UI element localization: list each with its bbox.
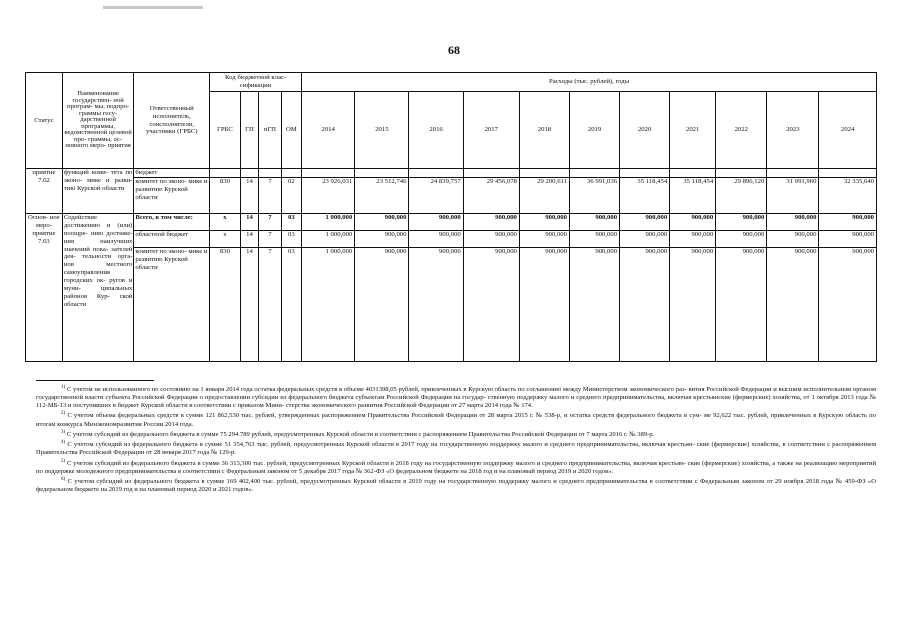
status-cell: приятие 7.02 [26, 169, 63, 214]
value-cell: 900,000 [463, 247, 519, 361]
value-cell: 900,000 [569, 230, 619, 247]
code-cell: 03 [281, 230, 301, 247]
status-cell: Основ- ное меро- приятие 7.03 [26, 213, 63, 361]
header-year-9: 2023 [767, 92, 819, 169]
value-cell: 31 091,960 [767, 177, 819, 213]
value-cell: 900,000 [519, 247, 569, 361]
value-cell: 900,000 [670, 213, 716, 230]
value-cell: 900,000 [569, 247, 619, 361]
header-year-1: 2015 [355, 92, 409, 169]
value-cell: 900,000 [519, 230, 569, 247]
footnote-mark: 3) [61, 429, 66, 435]
responsible-cell: комитет по эконо- мике и развитию Курской области [134, 247, 210, 361]
footnote-text: С учетом субсидий из федерального бюджета в сумме 169 402,400 тыс. рублей, предусмотренных Курской области в 2019 году на государственную поддержку малого и среднего предпринимательства в соответствии с Федеральным законом от 29 ноября 2018 года № 459-ФЗ «О федеральном бюджете на 2019 год и на плановый период 2020 и 2021 годов». [36, 478, 876, 494]
value-cell: 900,000 [409, 247, 463, 361]
value-cell: 900,000 [670, 230, 716, 247]
code-cell [259, 169, 281, 178]
value-cell [767, 169, 819, 178]
value-cell [463, 169, 519, 178]
table-row [26, 230, 877, 247]
value-cell: 900,000 [819, 213, 877, 230]
footnote-text: С учетом объема федеральных средств в сумме 121 862,530 тыс. рублей, утвержденных распоряжением Правительства Российской Федерации от 28 марта 2015 г. № 538-р, и остатка средств федерального бюджета в сум- ме 92,622 тыс. рублей, привлеченных в Курскую область по итогам конкурса Минэкономразвития России 2014 года. [36, 412, 876, 428]
code-cell [210, 169, 241, 178]
value-cell: 900,000 [569, 213, 619, 230]
code-cell: 02 [281, 177, 301, 213]
header-code-0: ГРБС [210, 92, 241, 169]
footnote-text: С учетом не использованного по состоянию на 1 января 2014 года остатка федеральных средств в объеме 4031398,05 рублей, привлеченных в Курскую область по соглашению между Министерством экономического раз- вития Российской Федерации и высшим исполнительным органом государственной власти субъекта Российской Федерации о предоставлении субсидии из федерального бюджета субъектам Российской Федерации на государ- ственную поддержку малого и среднего предпринимательства, включая крестьянские (фермерские) хозяйства, от 1 октября 2013 года № 112-МБ-13 и поступивших в бюджет Курской области в соответствии с приказом Мини- стерства экономического развития Российской Федерации от 27 марта 2014 года № 174. [36, 386, 876, 410]
value-cell: 900,000 [355, 230, 409, 247]
responsible-cell: областной бюджет [134, 230, 210, 247]
code-cell: 14 [240, 177, 258, 213]
code-cell: 03 [281, 247, 301, 361]
value-cell: 900,000 [716, 247, 767, 361]
header-year-3: 2017 [463, 92, 519, 169]
responsible-cell: бюджет [134, 169, 210, 178]
footnote [36, 384, 876, 410]
value-cell: 900,000 [463, 230, 519, 247]
value-cell: 24 839,757 [409, 177, 463, 213]
footnote-mark: 1) [61, 385, 66, 390]
header-year-6: 2020 [620, 92, 670, 169]
footnote [36, 458, 876, 476]
value-cell: 1 000,000 [302, 230, 355, 247]
table-row [26, 247, 877, 361]
value-cell: 900,000 [620, 213, 670, 230]
code-cell [281, 169, 301, 178]
header-year-8: 2022 [716, 92, 767, 169]
code-cell: 7 [259, 177, 281, 213]
value-cell [519, 169, 569, 178]
header-year-10: 2024 [819, 92, 877, 169]
value-cell [670, 169, 716, 178]
footnote-mark: 6) [61, 476, 66, 482]
footnote-mark: 5) [61, 458, 66, 464]
budget-table [25, 72, 877, 362]
code-cell: 7 [259, 230, 281, 247]
value-cell: 900,000 [409, 213, 463, 230]
footnote-text: С учетом субсидий из федерального бюджета в сумме 51 354,763 тыс. рублей, предусмотренных Курской области в 2017 году на государственную поддержку малого и среднего предпринимательства, включая крестьян- ские (фермерские) хозяйства, в соответствии с распоряжением Правительства Российской Федерации от 28 января 2017 года № 129-р. [36, 441, 877, 457]
value-cell [819, 169, 877, 178]
code-cell: 7 [259, 247, 281, 361]
footnote [36, 429, 876, 439]
value-cell: 32 335,640 [819, 177, 877, 213]
footnote-text: С учетом субсидий из федерального бюджета в сумме 36 313,300 тыс. рублей, предусмотренных Курской области в 2018 году на государственную поддержку малого и среднего предпринимательства, включая крестьян- ские (фермерские) хозяйства, а также на реализацию мероприятий по поддержке молодежного предпринимательства в соответствии с Федеральным законом от 5 декабря 2017 года № 362-ФЗ «О федеральном бюджете на 2018 год и на плановый период 2019 и 2020 годов». [36, 459, 877, 475]
value-cell: 900,000 [767, 230, 819, 247]
page-number: 68 [448, 43, 460, 57]
footnote-mark: 2) [61, 411, 66, 417]
code-cell: 14 [240, 247, 258, 361]
header-year-4: 2018 [519, 92, 569, 169]
footnote [36, 410, 876, 428]
footnote [36, 476, 876, 494]
value-cell: 900,000 [767, 247, 819, 361]
value-cell: 900,000 [463, 213, 519, 230]
value-cell: 1 000,000 [302, 213, 355, 230]
footnotes [36, 384, 876, 494]
value-cell: 23 926,031 [302, 177, 355, 213]
header-code-3: ОМ [281, 92, 301, 169]
value-cell: 29 896,120 [716, 177, 767, 213]
code-cell: 14 [240, 230, 258, 247]
header-expenses: Расходы (тыс. рублей), годы [302, 73, 877, 92]
value-cell: 900,000 [716, 230, 767, 247]
table-row [26, 213, 877, 230]
code-cell: 03 [281, 213, 301, 230]
value-cell: 900,000 [519, 213, 569, 230]
header-code-1: ГП [240, 92, 258, 169]
footnote-separator [36, 380, 154, 381]
header-year-5: 2019 [569, 92, 619, 169]
header-responsible: Ответственный исполнитель, соисполнители, участники (ГРБС) [134, 73, 210, 169]
footnote-mark: 4) [61, 440, 66, 446]
value-cell [620, 169, 670, 178]
program-name-cell: функций коми- тета по эконо- мике и разви- тию Курской области [62, 169, 134, 214]
value-cell: 1 000,000 [302, 247, 355, 361]
footnote-text: С учетом субсидий из федерального бюджета в сумме 75 294 789 рублей, предусмотренных Курской области в соответствии с распоряжением Правительства Российской Федерации от 7 марта 2016 г. № 389-р. [66, 431, 655, 439]
value-cell: 900,000 [767, 213, 819, 230]
header-year-2: 2016 [409, 92, 463, 169]
value-cell: 900,000 [819, 247, 877, 361]
value-cell: 900,000 [819, 230, 877, 247]
value-cell: 35 118,454 [620, 177, 670, 213]
value-cell: 900,000 [620, 247, 670, 361]
code-cell: x [210, 230, 241, 247]
code-cell: 830 [210, 247, 241, 361]
value-cell: 900,000 [716, 213, 767, 230]
value-cell: 900,000 [670, 247, 716, 361]
value-cell: 900,000 [409, 230, 463, 247]
value-cell [302, 169, 355, 178]
value-cell: 36 991,036 [569, 177, 619, 213]
value-cell: 29 456,078 [463, 177, 519, 213]
header-budget-code: Код бюджетной клас- сификации [210, 73, 302, 92]
program-name-cell: Содействие достижению и (или) поощре- нию достиже- ния наилучших значений пока- зателей дея- тельности орга- нов местного самоуправления городских ок- ругов и муни- ципальных районов Кур- ской области [62, 213, 134, 361]
responsible-cell: комитет по эконо- мике и развитию Курской области [134, 177, 210, 213]
table-row [26, 177, 877, 213]
responsible-cell: Всего, в том числе: [134, 213, 210, 230]
value-cell: 900,000 [355, 213, 409, 230]
header-program-name: Наименование государствен- ной програм- мы, подпро- граммы госу- дарственной программы, ведомственной целевой про- граммы, ос- новного меро- приятия [62, 73, 134, 169]
value-cell [569, 169, 619, 178]
value-cell: 900,000 [620, 230, 670, 247]
header-year-0: 2014 [302, 92, 355, 169]
value-cell: 900,000 [355, 247, 409, 361]
value-cell: 29 200,611 [519, 177, 569, 213]
code-cell [240, 169, 258, 178]
header-year-7: 2021 [670, 92, 716, 169]
code-cell: 830 [210, 177, 241, 213]
header-row [26, 73, 877, 92]
table-row [26, 169, 877, 178]
code-cell: 14 [240, 213, 258, 230]
value-cell: 35 118,454 [670, 177, 716, 213]
header-status: Статус [26, 73, 63, 169]
value-cell [355, 169, 409, 178]
value-cell [409, 169, 463, 178]
value-cell [716, 169, 767, 178]
value-cell: 23 512,746 [355, 177, 409, 213]
header-code-2: пГП [259, 92, 281, 169]
code-cell: x [210, 213, 241, 230]
footnote [36, 439, 876, 457]
code-cell: 7 [259, 213, 281, 230]
scan-artifact-bar [103, 6, 203, 9]
